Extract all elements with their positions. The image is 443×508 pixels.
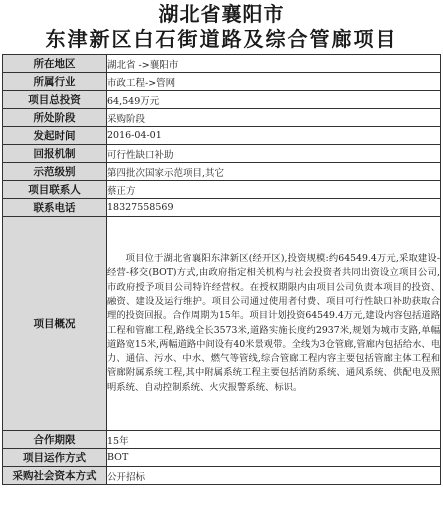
row-value: 蔡正方 <box>107 181 441 199</box>
row-label: 发起时间 <box>3 127 107 145</box>
page-title <box>0 0 443 54</box>
row-label: 所属行业 <box>3 73 107 91</box>
overview-label: 项目概况 <box>3 217 107 431</box>
overview-row <box>3 217 441 431</box>
table-row <box>3 55 441 73</box>
title-line-2: 东津新区白石街道路及综合管廊项目 <box>45 27 398 51</box>
project-info-table <box>2 54 441 485</box>
table-row <box>3 181 441 199</box>
row-label: 采购社会资本方式 <box>3 467 107 485</box>
row-label: 项目联系人 <box>3 181 107 199</box>
row-value: 18327558569 <box>107 199 441 217</box>
table-row <box>3 109 441 127</box>
row-value: 2016-04-01 <box>107 127 441 145</box>
row-label: 回报机制 <box>3 145 107 163</box>
overview-text: 项目位于湖北省襄阳东津新区(经开区),投资规模:约64549.4万元,采取建设-经营-移交(BOT)方式,由政府指定相关机构与社会投资者共同出资设立项目公司,市政府授予项目公司特许经营权。在授权期限内由项目公司负责本项目的投资、融资、建设及运行维护。项目公司通过使用者付费、项目可行性缺口补助获取合理的投资回报。合作周期为15年。项目计划投资64549.4万元,建设内容包括道路工程和管廊工程,路线全长3573米,道路实施长度约2937米,规划为城市支路,单幅道路宽15米,两幅道路中间设有40米景观带。全线为3仓管廊,管廊内包括给水、电力、通信、污水、中水、燃气等管线,综合管廊工程内容主要包括管廊主体工程和管廊附属系统工程,其中附属系统工程主要包括消防系统、通风系统、供配电及照明系统、自动控制系统、火灾报警系统、标识。 <box>107 217 441 431</box>
row-value: 市政工程->管网 <box>107 73 441 91</box>
table-row <box>3 163 441 181</box>
row-value: 公开招标 <box>107 467 441 485</box>
table-row <box>3 431 441 449</box>
row-value: 采购阶段 <box>107 109 441 127</box>
row-label: 合作期限 <box>3 431 107 449</box>
row-value: 15年 <box>107 431 441 449</box>
table-row <box>3 127 441 145</box>
row-value: 湖北省 ->襄阳市 <box>107 55 441 73</box>
row-value: 可行性缺口补助 <box>107 145 441 163</box>
row-value: BOT <box>107 449 441 467</box>
row-label: 联系电话 <box>3 199 107 217</box>
row-label: 项目总投资 <box>3 91 107 109</box>
table-row <box>3 91 441 109</box>
table-row <box>3 467 441 485</box>
table-row <box>3 449 441 467</box>
row-label: 所在地区 <box>3 55 107 73</box>
table-row <box>3 73 441 91</box>
table-row <box>3 145 441 163</box>
table-row <box>3 199 441 217</box>
title-line-1: 湖北省襄阳市 <box>158 2 285 26</box>
row-label: 项目运作方式 <box>3 449 107 467</box>
row-value: 64,549万元 <box>107 91 441 109</box>
row-label: 所处阶段 <box>3 109 107 127</box>
row-label: 示范级别 <box>3 163 107 181</box>
row-value: 第四批次国家示范项目,其它 <box>107 163 441 181</box>
